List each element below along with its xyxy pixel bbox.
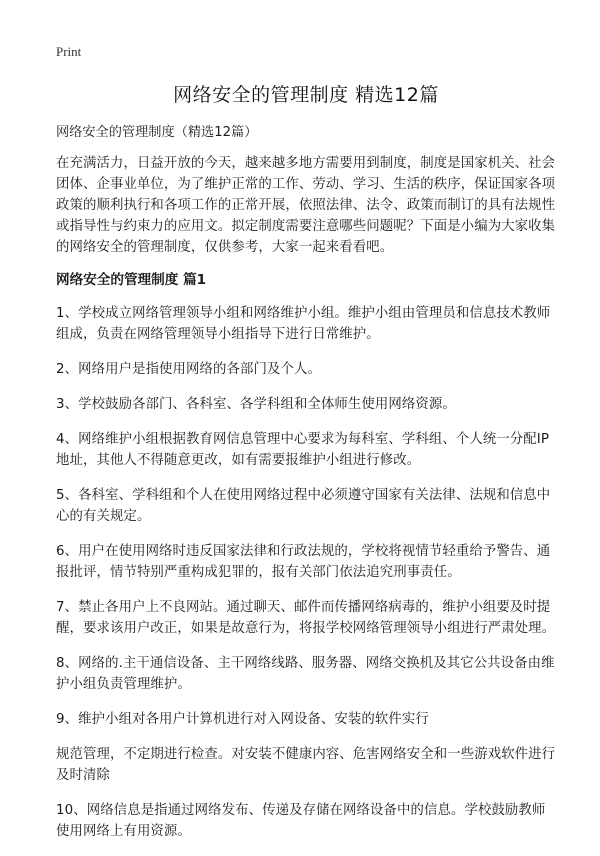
paragraph-5: 5、各科室、学科组和个人在使用网络过程中必须遵守国家有关法律、法规和信息中心的有关规定。 (56, 488, 551, 524)
paragraph-10: 10、网络信息是指通过网络发布、传递及存储在网络设备中的信息。学校鼓励教师使用网络上有用资源。 (56, 803, 546, 839)
print-link[interactable]: Print (56, 44, 82, 59)
paragraph-4: 4、网络维护小组根据教育网信息管理中心要求为每科室、学科组、个人统一分配IP地址，其他人不得随意更改，如有需要报维护小组进行修改。 (56, 432, 550, 468)
article-body (56, 122, 556, 856)
section-heading: 网络安全的管理制度 篇1 (56, 272, 207, 288)
page-title: 网络安全的管理制度 精选12篇 (173, 84, 439, 106)
paragraph-8: 8、网络的.主干通信设备、主干网络线路、服务器、网络交换机及其它公共设备由维护小组负责管理维护。 (56, 656, 555, 692)
paragraph-9-continued: 规范管理，不定期进行检查。对安装不健康内容、危害网络安全和一些游戏软件进行及时清除 (56, 747, 556, 783)
paragraph-3: 3、学校鼓励各部门、各科室、各学科组和全体师生使用网络资源。 (56, 397, 456, 412)
intro-paragraph: 在充满活力，日益开放的今天，越来越多地方需要用到制度，制度是国家机关、社会团体、企事业单位，为了维护正常的工作、劳动、学习、生活的秩序，保证国家各项政策的顺利执行和各项工作的正常开展，依照法律、法令、政策而制订的具有法规性或指导性与约束力的应用文。拟定制度需要注意哪些问题呢？下面是小编为大家收集的网络安全的管理制度，仅供参考，大家一起来看看吧。 (56, 156, 556, 255)
paragraph-1: 1、学校成立网络管理领导小组和网络维护小组。维护小组由管理员和信息技术教师组成，负责在网络管理领导小组指导下进行日常维护。 (56, 306, 551, 342)
paragraph-9: 9、维护小组对各用户计算机进行对入网设备、安装的软件实行 (56, 712, 429, 727)
paragraph-6: 6、用户在使用网络时违反国家法律和行政法规的，学校将视情节轻重给予警告、通报批评，情节特别严重构成犯罪的，报有关部门依法追究刑事责任。 (56, 544, 551, 580)
paragraph-7: 7、禁止各用户上不良网站。通过聊天、邮件而传播网络病毒的，维护小组要及时提醒，要求该用户改正，如果是故意行为，将报学校网络管理领导小组进行严肃处理。 (56, 600, 556, 636)
paragraph-2: 2、网络用户是指使用网络的各部门及个人。 (56, 362, 321, 377)
article-subtitle: 网络安全的管理制度（精选12篇） (56, 125, 258, 140)
